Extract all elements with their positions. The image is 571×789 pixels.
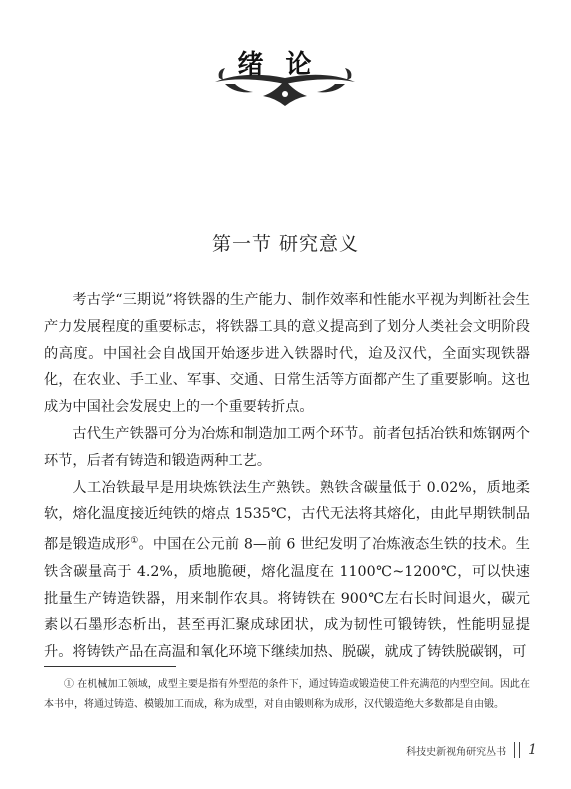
paragraph-3 <box>44 475 530 666</box>
footnote-divider <box>44 666 176 667</box>
footer-divider <box>514 742 520 758</box>
section-title: 第一节 研究意义 <box>211 233 360 255</box>
page-footer <box>406 742 537 758</box>
paragraph-2: 古代生产铁器可分为冶炼和制造加工两个环节。前者包括冶铁和炼钢两个环节，后者有铸造和锻造两种工艺。 <box>44 425 530 469</box>
series-title: 科技史新视角研究丛书 <box>406 746 507 758</box>
paragraph-1: 考古学“三期说”将铁器的生产能力、制作效率和性能水平视为判断社会生产力发展程度的重要标志，将铁器工具的意义提高到了划分人类社会文明阶段的高度。中国社会自战国开始逐步进入铁器时代，迨及汉代，全面实现铁器化，在农业、手工业、军事、交通、日常生活等方面都产生了重要影响。这也成为中国社会发展史上的一个重要转折点。 <box>44 292 530 416</box>
footnote: ① 在机械加工领域，成型主要是指有外型范的条件下，通过铸造或锻造使工件充满范的内型空间。因此在本书中，将通过铸造、模锻加工而成，称为成型，对自由锻则称为成形，汉代锻造绝大多数都是自由锻。 <box>44 679 530 710</box>
footnote-reference[interactable]: ① <box>130 536 139 547</box>
page-number: 1 <box>528 742 537 758</box>
paragraph-3-part-1: 人工冶铁最早是用块炼铁法生产熟铁。熟铁含碳量低于 0.02%，质地柔软，熔化温度接近纯铁的熔点 1535℃，古代无法将其熔化，由此早期铁制品都是锻造成形 <box>44 479 530 553</box>
paragraph-3-part-2: 。中国在公元前 8—前 6 世纪发明了冶炼液态生铁的技术。生铁含碳量高于 4.2%，质地脆硬，熔化温度在 1100℃~1200℃，可以快速批量生产铸造铁器，用来制作农具。将铸铁在 900℃左右长时间退火，碳元素以石墨形态析出，甚至再汇聚成球团状，成为韧性可锻铸铁，性能明显提升。将铸铁产品在高温和氧化环境下继续加热、脱碳，就成了铸铁脱碳钢，可 <box>44 536 530 661</box>
chapter-title: 绪论 <box>237 50 334 80</box>
body-text <box>44 287 530 666</box>
